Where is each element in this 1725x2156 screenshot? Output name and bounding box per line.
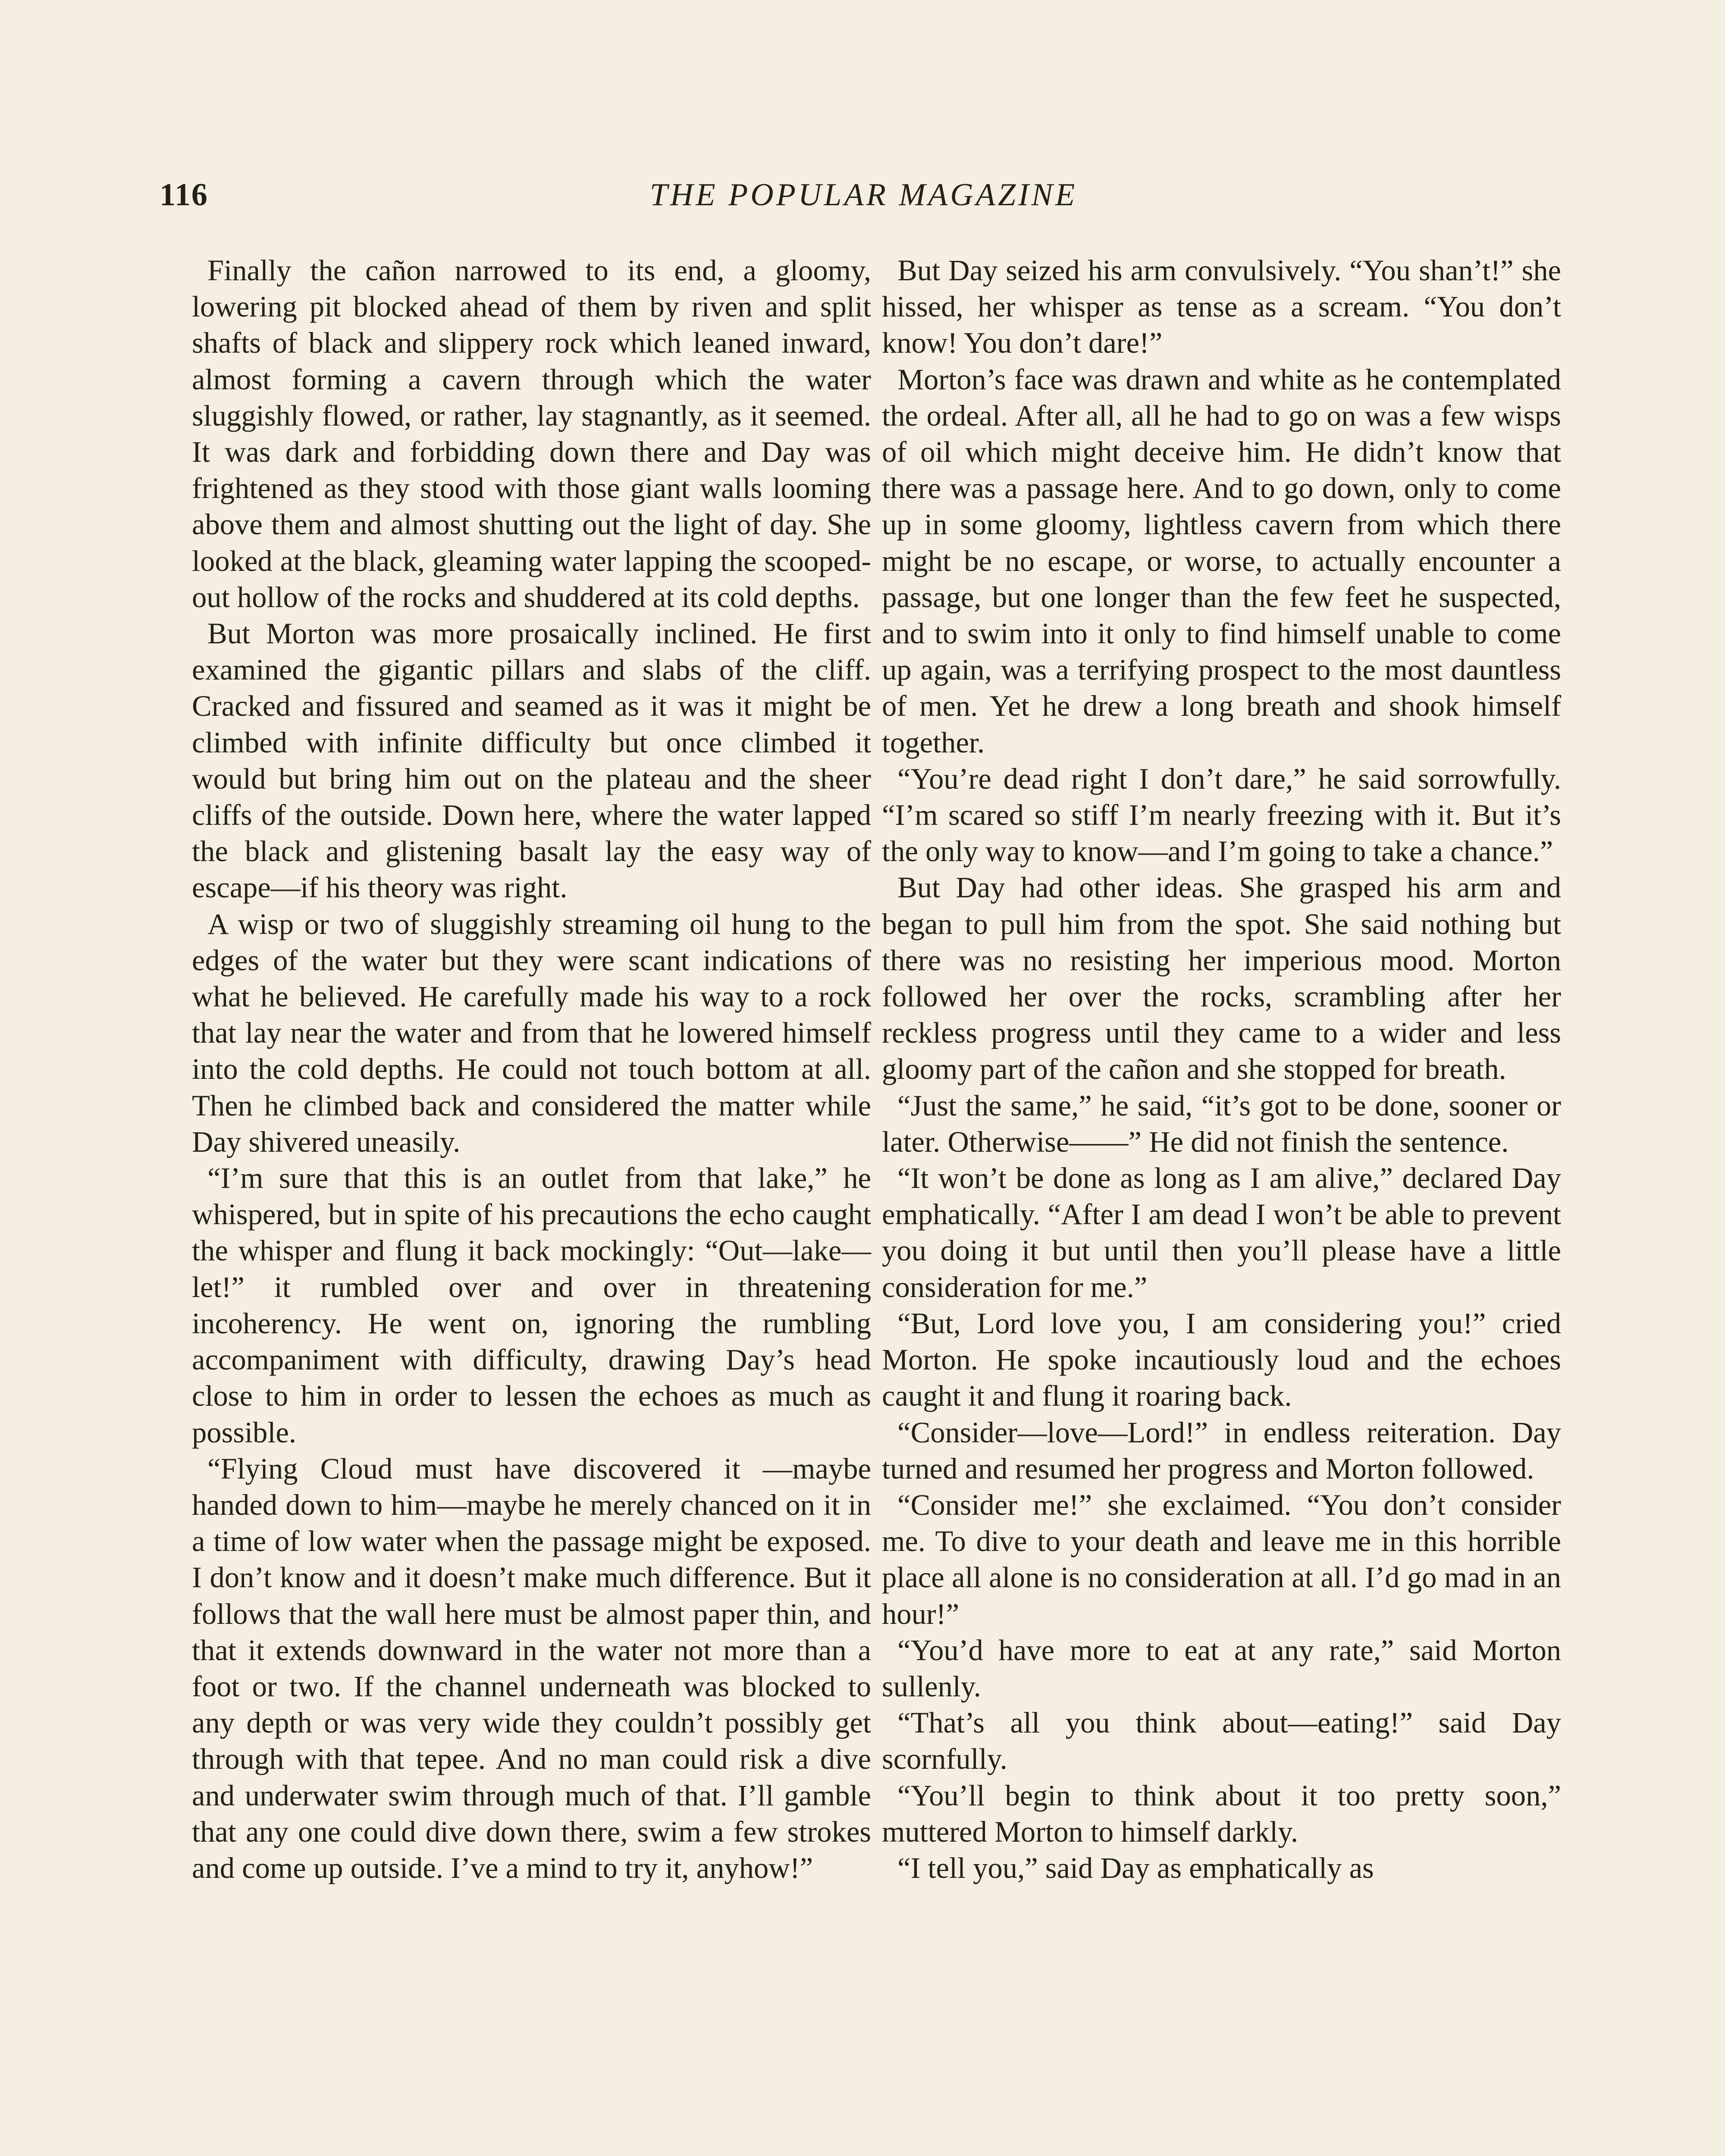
paragraph: But Day seized his arm convulsively. “You shan’t!” she hissed, her whisper as tense as a scream. “You don’t know! You don’t dare!” xyxy=(882,254,1561,360)
paragraph: “I’m sure that this is an outlet from that lake,” he whispered, but in spite of his precautions the echo caught the whisper and flung it back mockingly: “Out—lake—let!” it rumbled over and over in threatening incoherency. He went on, ignoring the rumbling accompaniment with difficulty, drawing Day’s head close to him in order to lessen the echoes as much as possible. xyxy=(192,1162,871,1449)
paragraph: “You’re dead right I don’t dare,” he said sorrowfully. “I’m scared so stiff I’m nearly freezing with it. But it’s the only way to know—and I’m going to take a chance.” xyxy=(882,762,1561,868)
paragraph: “You’ll begin to think about it too pretty soon,” muttered Morton to himself darkly. xyxy=(882,1779,1561,1848)
paragraph: “It won’t be done as long as I am alive,” declared Day emphatically. “After I am dead I won’t be able to prevent you doing it but until then you’ll please have a little consideration for me.” xyxy=(882,1162,1561,1304)
paragraph: But Day had other ideas. She grasped his arm and began to pull him from the spot. She said nothing but there was no resisting her imperious mood. Morton followed her over the rocks, scrambling after her reckless progress until they came to a wider and less gloomy part of the cañon and she stopped for breath. xyxy=(882,871,1561,1086)
paragraph: Morton’s face was drawn and white as he contemplated the ordeal. After all, all he had to go on was a few wisps of oil which might deceive him. He didn’t know that there was a passage here. And to go down, only to come up in some gloomy, lightless cavern from which there might be no escape, or worse, to actually encounter a passage, but one longer than the few feet he suspected, and to swim into it only to find himself unable to come up again, was a terrifying prospect to the most dauntless of men. Yet he drew a long breath and shook himself together. xyxy=(882,363,1561,759)
running-title: THE POPULAR MAGAZINE xyxy=(649,177,1078,213)
paragraph: But Morton was more prosaically inclined. He first examined the gigantic pillars and slabs of the cliff. Cracked and fissured and seamed as it was it might be climbed with infinite difficulty but once climbed it would but bring him out on the plateau and the sheer cliffs of the outside. Down here, where the water lapped the black and glistening basalt lay the easy way of escape—if his theory was right. xyxy=(192,617,871,904)
paragraph: “I tell you,” said Day as emphatically as xyxy=(897,1851,1374,1884)
paragraph: “Just the same,” he said, “it’s got to be done, sooner or later. Otherwise——” He did not finish the sentence. xyxy=(882,1089,1561,1158)
page-header xyxy=(160,177,1568,224)
right-column xyxy=(882,252,1561,1886)
paragraph: “Flying Cloud must have discovered it —maybe handed down to him—maybe he merely chanced on it in a time of low water when the passage might be exposed. I don’t know and it doesn’t make much difference. But it follows that the wall here must be almost paper thin, and that it extends downward in the water not more than a foot or two. If the channel underneath was blocked to any depth or was very wide they couldn’t possibly get through with that tepee. And no man could risk a dive and underwater swim through much of that. I’ll gamble that any one could dive down there, swim a few strokes and come up outside. I’ve a mind to try it, anyhow!” xyxy=(192,1452,871,1884)
paragraph: “Consider me!” she exclaimed. “You don’t consider me. To dive to your death and leave me in this horrible place all alone is no consideration at all. I’d go mad in an hour!” xyxy=(882,1488,1561,1630)
page-number: 116 xyxy=(160,177,208,213)
paragraph: “You’d have more to eat at any rate,” said Morton sullenly. xyxy=(882,1633,1561,1703)
paragraph: Finally the cañon narrowed to its end, a gloomy, lowering pit blocked ahead of them by riven and split shafts of black and slippery rock which leaned inward, almost forming a cavern through which the water sluggishly flowed, or rather, lay stagnantly, as it seemed. It was dark and forbidding down there and Day was frightened as they stood with those giant walls looming above them and almost shutting out the light of day. She looked at the black, gleaming water lapping the scooped-out hollow of the rocks and shuddered at its cold depths. xyxy=(192,254,871,614)
paragraph: “Consider—love—Lord!” in endless reiteration. Day turned and resumed her progress and Morton followed. xyxy=(882,1416,1561,1485)
paragraph: “But, Lord love you, I am considering you!” cried Morton. He spoke incautiously loud and the echoes caught it and flung it roaring back. xyxy=(882,1307,1561,1413)
left-column xyxy=(192,252,871,1886)
paragraph: “That’s all you think about—eating!” said Day scornfully. xyxy=(882,1706,1561,1776)
paragraph: A wisp or two of sluggishly streaming oil hung to the edges of the water but they were scant indications of what he believed. He carefully made his way to a rock that lay near the water and from that he lowered himself into the cold depths. He could not touch bottom at all. Then he climbed back and considered the matter while Day shivered uneasily. xyxy=(192,907,871,1158)
